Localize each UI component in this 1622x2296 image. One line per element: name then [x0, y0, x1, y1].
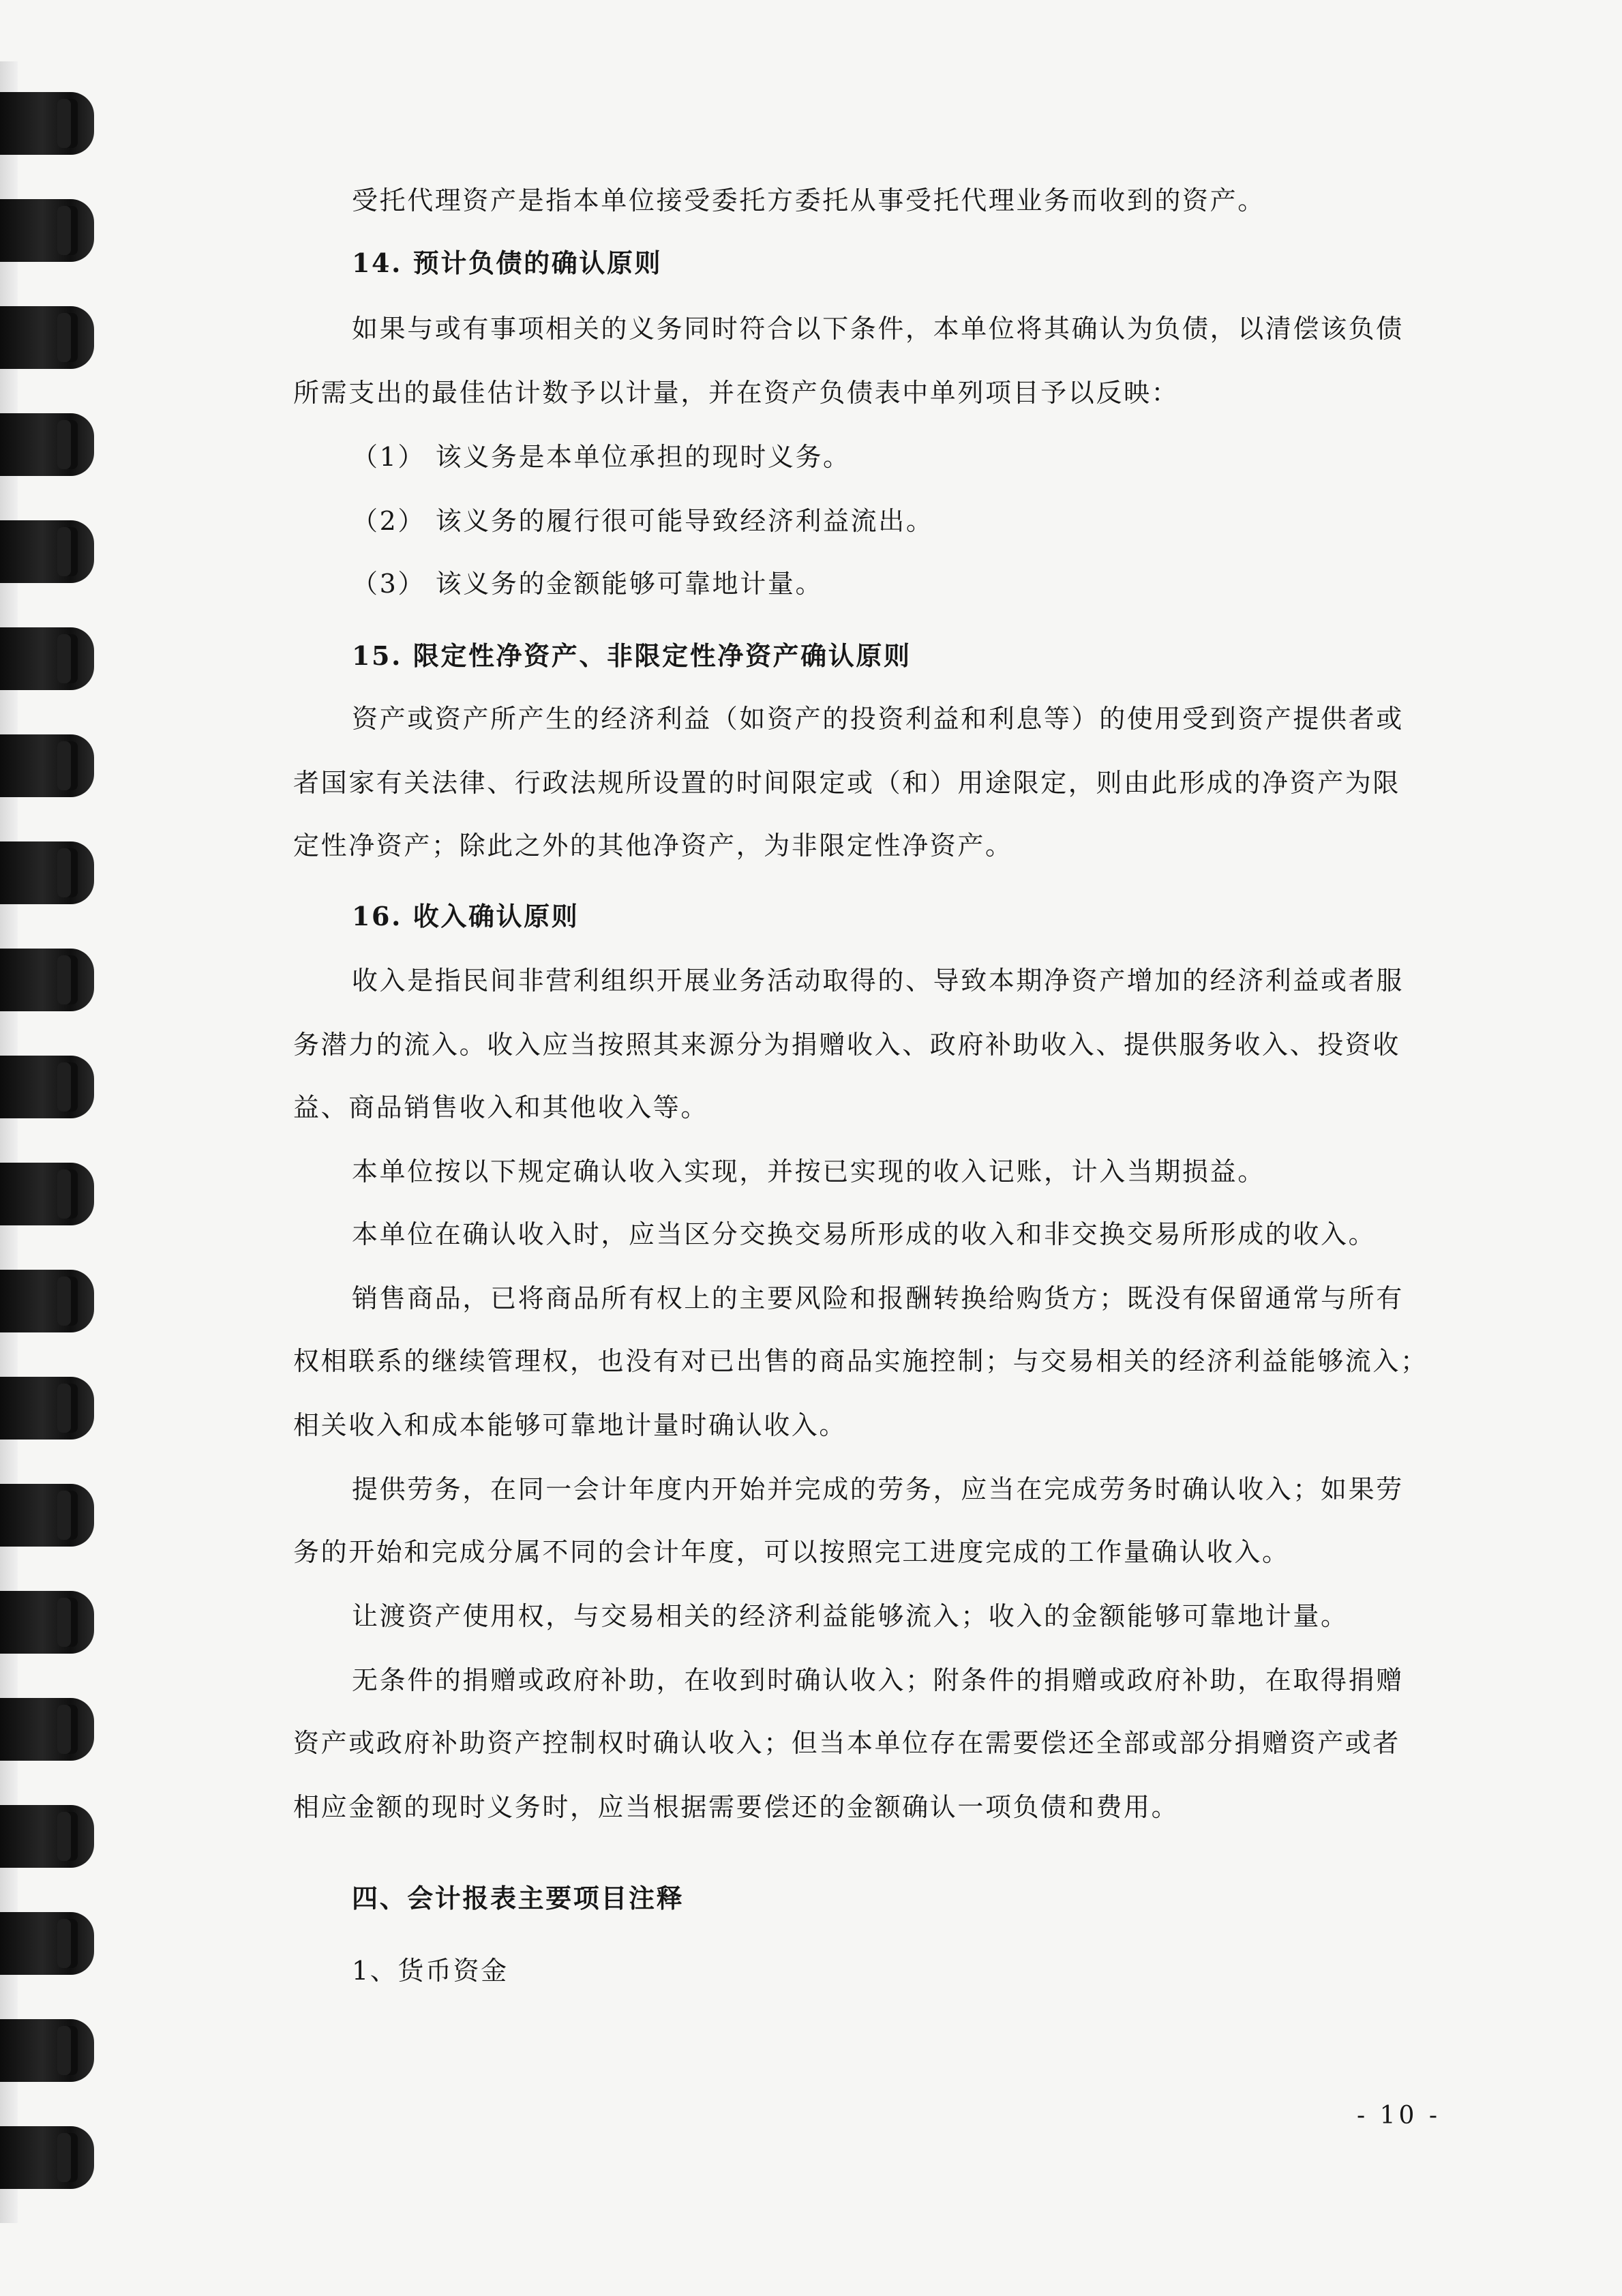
binding-ring [0, 306, 94, 369]
section-heading: 14. 预计负债的确认原则 [352, 248, 663, 278]
binding-ring [0, 1270, 94, 1332]
list-item: （3） 该义务的金额能够可靠地计量。 [352, 569, 824, 599]
binding-ring [0, 949, 94, 1011]
paragraph-line: 务潜力的流入。收入应当按照其来源分为捐赠收入、政府补助收入、提供服务收入、投资收 [293, 1030, 1401, 1060]
paragraph-line: 受托代理资产是指本单位接受委托方委托从事受托代理业务而收到的资产。 [352, 185, 1265, 215]
binding-ring [0, 1056, 94, 1118]
paragraph-line: 本单位按以下规定确认收入实现，并按已实现的收入记账，计入当期损益。 [352, 1157, 1265, 1187]
paragraph-line: 收入是指民间非营利组织开展业务活动取得的、导致本期净资产增加的经济利益或者服 [352, 966, 1404, 996]
paragraph-line: 销售商品，已将商品所有权上的主要风险和报酬转换给购货方；既没有保留通常与所有 [352, 1283, 1404, 1313]
binding-ring [0, 1698, 94, 1761]
list-item: （1） 该义务是本单位承担的现时义务。 [352, 442, 851, 472]
paragraph-line: 相关收入和成本能够可靠地计量时确认收入。 [293, 1410, 847, 1440]
binding-ring [0, 1591, 94, 1654]
binding-ring [0, 2126, 94, 2189]
paragraph-line: 本单位在确认收入时，应当区分交换交易所形成的收入和非交换交易所形成的收入。 [352, 1219, 1377, 1249]
paragraph-line: 定性净资产；除此之外的其他净资产，为非限定性净资产。 [293, 831, 1013, 861]
paragraph-line: 者国家有关法律、行政法规所设置的时间限定或（和）用途限定，则由此形成的净资产为限 [293, 768, 1401, 798]
paragraph-line: 无条件的捐赠或政府补助，在收到时确认收入；附条件的捐赠或政府补助，在取得捐赠 [352, 1665, 1404, 1695]
binding-ring [0, 1377, 94, 1440]
paragraph-line: 权相联系的继续管理权，也没有对已出售的商品实施控制；与交易相关的经济利益能够流入； [293, 1346, 1428, 1376]
chapter-heading: 四、会计报表主要项目注释 [352, 1883, 685, 1913]
paragraph-line: 如果与或有事项相关的义务同时符合以下条件，本单位将其确认为负债，以清偿该负债 [352, 314, 1404, 344]
binding-ring [0, 92, 94, 155]
list-item: （2） 该义务的履行很可能导致经济利益流出。 [352, 506, 934, 536]
paragraph-line: 所需支出的最佳估计数予以计量，并在资产负债表中单列项目予以反映： [293, 378, 1180, 408]
spiral-binding [0, 61, 102, 2223]
binding-strip [0, 61, 18, 2223]
binding-ring [0, 520, 94, 583]
paragraph-line: 资产或政府补助资产控制权时确认收入；但当本单位存在需要偿还全部或部分捐赠资产或者 [293, 1728, 1401, 1758]
page-number: - 10 - [1357, 2102, 1441, 2130]
section-heading: 16. 收入确认原则 [352, 901, 580, 931]
paragraph-line: 益、商品销售收入和其他收入等。 [293, 1092, 709, 1122]
binding-ring [0, 627, 94, 690]
paragraph-line: 让渡资产使用权，与交易相关的经济利益能够流入；收入的金额能够可靠地计量。 [352, 1601, 1349, 1631]
binding-ring [0, 1805, 94, 1868]
paragraph-line: 务的开始和完成分属不同的会计年度，可以按照完工进度完成的工作量确认收入。 [293, 1537, 1290, 1567]
binding-ring [0, 199, 94, 262]
binding-ring [0, 841, 94, 904]
binding-ring [0, 1912, 94, 1975]
paragraph-line: 相应金额的现时义务时，应当根据需要偿还的金额确认一项负债和费用。 [293, 1792, 1180, 1822]
paragraph-line: 资产或资产所产生的经济利益（如资产的投资利益和利息等）的使用受到资产提供者或 [352, 704, 1404, 734]
paragraph-line: 提供劳务，在同一会计年度内开始并完成的劳务，应当在完成劳务时确认收入；如果劳 [352, 1474, 1404, 1504]
section-heading: 15. 限定性净资产、非限定性净资产确认原则 [352, 640, 912, 671]
binding-ring [0, 1163, 94, 1225]
item-heading: 1、货币资金 [352, 1956, 509, 1986]
binding-ring [0, 1484, 94, 1547]
binding-ring [0, 413, 94, 476]
binding-ring [0, 734, 94, 797]
binding-ring [0, 2019, 94, 2082]
